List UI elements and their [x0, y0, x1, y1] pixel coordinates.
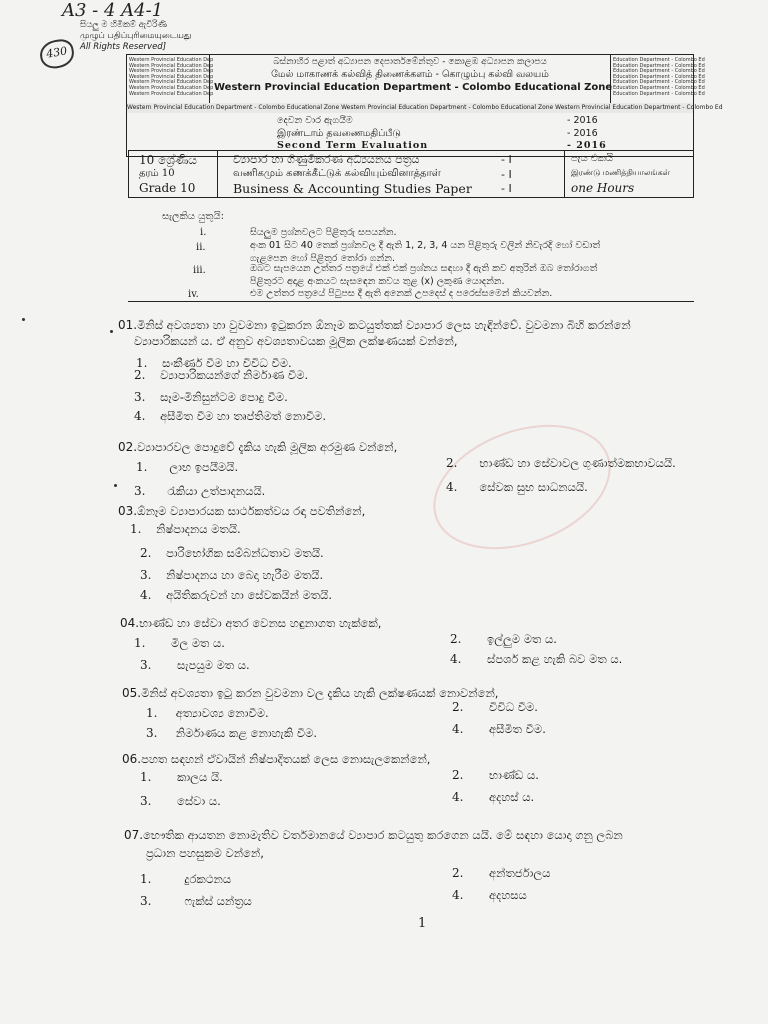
- q06-option-1: 1. කාලය යි.: [140, 770, 223, 784]
- ink-dot: [22, 318, 25, 321]
- rights-si: සියලු ම හිමිකම් ඇවිරිණි: [80, 20, 167, 30]
- grade-ta: தரம் 10: [139, 168, 175, 179]
- instruction-text: පිළිතුරට අදාළ අංකයට සැසඳෙන කවය තුළ (x) ලකුණ යොදන්න.: [250, 276, 505, 287]
- instruction-number: ii.: [196, 242, 206, 253]
- header-box: [126, 54, 723, 157]
- q05-option-1: 1. අත්‍යාවශ්‍ය නොවීම.: [146, 706, 269, 720]
- instruction-text: සියලුම ප්‍රශ්නවලට පිළිතුරු සපයන්න.: [250, 227, 397, 238]
- page-number: 1: [418, 916, 427, 931]
- q02-option-2: 2. භාණ්ඩ හා සේවාවල ගුණාත්මකභාවයයි.: [446, 456, 676, 470]
- time-ta: இரண்டு மணித்தியாலங்கள்: [571, 168, 670, 177]
- term-row-en: Second Term Evaluation - 2016: [277, 140, 607, 151]
- paper-en: Business & Accounting Studies Paper: [233, 181, 472, 196]
- paper-number: - I: [501, 168, 512, 181]
- q03-option-3: 3. නිෂ්පාදනය හා බෙදා හැරීම මතයි.: [140, 568, 324, 582]
- paper-number: - I: [501, 182, 512, 195]
- q01-option-4: 4. අසීමිත වීම හා තෘප්තිමත් නොවීම.: [134, 409, 327, 423]
- question-07-text-cont: ප්‍රධාන පහසුකම වන්නේ,: [146, 846, 264, 860]
- q05-option-2: 2. විවිධ වීම.: [452, 700, 538, 714]
- instruction-text: අංක 01 සිට 40 තෙක් ප්‍රශ්නවල දී ඇති 1, 2, 3, 4 යන පිළිතුරු වලින් නිවැරදි හෝ වඩාත්: [250, 240, 601, 251]
- time-si: පැය එකයි: [571, 153, 614, 164]
- q03-option-2: 2. පාරිභෝගික සම්බන්ධතාව මතයි.: [140, 546, 324, 560]
- time-en: one Hours: [571, 181, 635, 195]
- question-01-text-cont: ව්‍යාපාරිකයන් ය. ඒ අනුව අවශ්‍යතාවයක මූලික ලක්ෂණයක් වන්නේ,: [134, 334, 458, 348]
- q01-option-1: 1. සංකීර්ණ වීම හා විවිධ වීම.: [136, 356, 292, 370]
- rights-ta: முழுப் பதிப்புரிமையுடையது: [80, 31, 192, 41]
- q03-option-1: 1. නිෂ්පාදනය මතයි.: [130, 522, 241, 536]
- question-04-text: 04.භාණ්ඩ හා සේවා අතර වෙනස හඳුනාගත හැක්කේ,: [120, 616, 382, 630]
- q04-option-3: 3. සැපයුම මත ය.: [140, 658, 250, 672]
- paper-info-box: [128, 150, 694, 198]
- handwritten-code: A3 - 4 A4-1: [62, 0, 164, 21]
- instruction-number: iii.: [193, 265, 206, 276]
- question-02-text: 02.ව්‍යාපාරවල පොදුවේ දැකිය හැකි මූලික අරමුණ වන්නේ,: [118, 440, 398, 454]
- question-05-text: 05.මිනිස් අවශ්‍යතා ඉටු කරන වුවමනා වල දැකිය හැකි ලක්ෂණයක් නොවන්නේ,: [122, 686, 499, 700]
- paper-si: ව්‍යාපාර හා ගිණුම්කරණ අධ්‍යයනය පත්‍රය: [233, 153, 420, 166]
- q04-option-2: 2. ඉල්ලුම මත ය.: [450, 632, 557, 646]
- instructions-title: සැලකිය යුතුයි:: [162, 211, 224, 222]
- q05-option-3: 3. නිර්මාණය කළ නොහැකි වීම.: [146, 726, 318, 740]
- q02-option-4: 4. සේවක සුභ සාධනයයි.: [446, 480, 588, 494]
- grade-en: Grade 10: [139, 181, 196, 195]
- ink-dot: [110, 330, 113, 333]
- department-english: Western Provincial Education Department - Colombo Educational Zone: [214, 82, 613, 93]
- question-01-text: 01.මිනිස් අවශ්‍යතා හා වුවමනා ඉටුකරන ඕනෑම කටයුත්තක් ව්‍යාපාර ලෙස හැඳින්වේ. වුවමනා බිහි කරන්නේ: [118, 318, 631, 332]
- q06-option-3: 3. සේවා ය.: [140, 794, 221, 808]
- question-03-text: 03.ඕනෑම ව්‍යාපාරයක සාර්ථකත්වය රඳා පවතින්නේ,: [118, 504, 366, 518]
- paper-ta: வணிகமும் கணக்கீட்டுக் கல்வியும்வினாத்தாள்: [233, 168, 441, 179]
- grade-si: 10 ශ්‍රේණිය: [139, 153, 197, 167]
- grade-cell: [129, 151, 218, 197]
- rights-en: All Rights Reserved]: [80, 42, 167, 52]
- time-cell: [564, 151, 693, 197]
- question-07-text: 07.භෞතික ආයතන නොමැතිව වර්තමානයේ ව්‍යාපාර කටයුතු කරගෙන යයි. මේ සඳහා යොදා ගනු ලබන: [124, 828, 623, 842]
- header-side-right: Education Department - Colombo Ed Education Department - Colombo Ed Education Department - Colombo Ed Education Department - Colombo Ed Education Department - Colombo Ed Education Department - Colombo Ed Education Department - Colombo Ed: [613, 57, 705, 97]
- instruction-text: ඔබට සැපයෙන උත්තර පත්‍රයේ එක් එක් ප්‍රශ්නය සඳහා දී ඇති කව අතුරින් ඔබ තෝරාගත්: [250, 263, 598, 274]
- q06-option-2: 2. භාණ්ඩ ය.: [452, 768, 539, 782]
- term-row-ta: இரண்டாம் தவணைமதிப்பீடு - 2016: [277, 128, 598, 139]
- q02-option-1: 1. ලාභ ඉපයීමයි.: [136, 460, 239, 474]
- term-row-si: දෙවන වාර ඇගයීම - 2016: [277, 115, 598, 126]
- instructions-divider: [128, 301, 694, 302]
- q03-option-4: 4. අයිතිකරුවන් හා සේවකයින් මතයි.: [140, 588, 332, 602]
- q07-option-2: 2. අන්තර්ජාලය: [452, 866, 551, 880]
- q01-option-2: 2. ව්‍යාපාරිකයන්ගේ නිර්මාණ වීම.: [134, 368, 309, 382]
- instruction-number: i.: [200, 227, 207, 238]
- instruction-text: ගැළපෙන හෝ පිළිතුර තෝරා ගන්න.: [250, 253, 396, 264]
- q06-option-4: 4. අදහස් ය.: [452, 790, 535, 804]
- q07-option-4: 4. අදහසය: [452, 888, 527, 902]
- q05-option-4: 4. අසීමිත වීම.: [452, 722, 546, 736]
- department-sinhala: බස්නාහිර පළාත් අධ්‍යාපන දෙපාර්තමේන්තුව - කොළඹ අධ්‍යාපන කලාපය: [273, 57, 547, 67]
- q01-option-3: 3. සෑම-මිනිසුන්ටම පොදු වීම.: [134, 390, 288, 404]
- q02-option-3: 3. රැකියා උත්පාදනයයි.: [134, 484, 266, 498]
- department-tamil: மேல் மாகாணக் கல்வித் திணைக்களம் - கொழும்பு கல்வி வலயம்: [271, 69, 549, 80]
- header-footer-strip: Western Provincial Education Department - Colombo Educational Zone Western Provincial Education Department - Colombo Educational Zone Western Provincial Education Department - Colombo Ed: [127, 104, 723, 111]
- q07-option-3: 3. ෆැක්ස් යන්ත්‍රය: [140, 894, 252, 908]
- handwritten-stamp: 430: [38, 37, 76, 70]
- instruction-text: එම උත්තර පත්‍රයේ පිටුපස දී ඇති අනෙක් උපදෙස් ද පරෙස්සමෙන් කියවන්න.: [250, 288, 553, 299]
- paper-number: - I: [501, 153, 512, 166]
- q04-option-1: 1. මිල මත ය.: [134, 636, 225, 650]
- question-06-text: 06.පහත සඳහන් ඒවායින් නිෂ්පාදිතයක් ලෙස නොසැලකෙන්නේ,: [122, 752, 431, 766]
- header-side-left: Western Provincial Education Dep Western Provincial Education Dep Western Provincial Education Dep Western Provincial Education Dep Western Provincial Education Dep Western Provincial Education Dep Western Provincial Education Dep: [129, 57, 214, 97]
- header-department-block: [209, 55, 611, 103]
- rights-notice: [80, 20, 220, 53]
- instruction-number: iv.: [188, 289, 199, 300]
- q07-option-1: 1. දුරකථනය: [140, 872, 232, 886]
- ink-dot: [114, 484, 117, 487]
- q04-option-4: 4. ස්පර්ශ කළ හැකි බව මත ය.: [450, 652, 623, 666]
